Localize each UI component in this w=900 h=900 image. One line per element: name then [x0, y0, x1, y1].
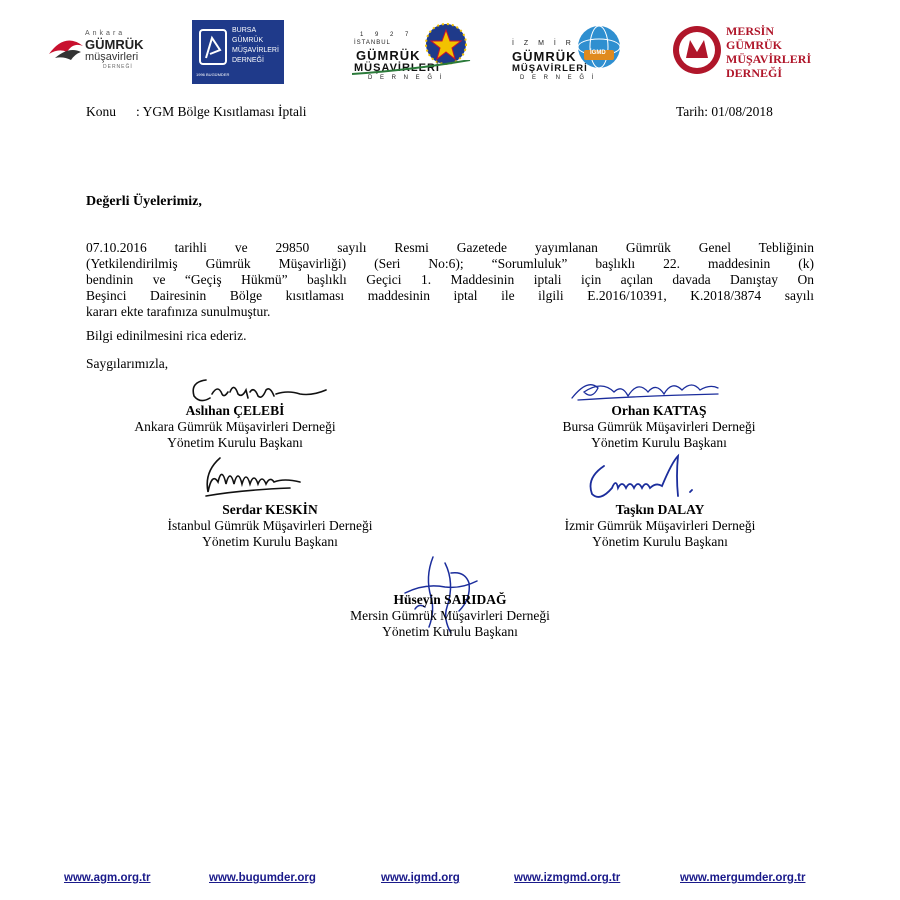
footer-link-bugumder[interactable]: www.bugumder.org	[209, 872, 316, 884]
signatory-org: Mersin Gümrük Müşavirleri Derneği	[350, 608, 550, 623]
signatory-title: Yönetim Kurulu Başkanı	[202, 534, 338, 549]
izmir-logo-badge: İGMD	[590, 50, 606, 56]
footer-link-agm[interactable]: www.agm.org.tr	[64, 872, 151, 884]
signatory-name: Taşkın DALAY	[615, 502, 705, 517]
izmir-logo-line3: D E R N E Ğ İ	[520, 75, 597, 81]
signatory-name: Aslıhan ÇELEBİ	[185, 403, 285, 418]
closing-line: Saygılarımızla,	[86, 356, 169, 371]
ankara-logo-line1: Ankara	[85, 30, 126, 37]
info-line: Bilgi edinilmesini rica ederiz.	[86, 328, 247, 343]
bursa-logo-line: DERNEĞİ	[232, 57, 264, 64]
signatory-keskin	[125, 502, 415, 550]
footer-link-izmgmd[interactable]: www.izmgmd.org.tr	[514, 872, 621, 884]
mersin-logo	[672, 22, 812, 84]
ankara-logo-line3: müşavirleri	[85, 51, 139, 63]
mersin-logo-line: DERNEĞİ	[726, 66, 783, 80]
signatory-org: İstanbul Gümrük Müşavirleri Derneği	[167, 518, 373, 533]
izmir-logo-line1: GÜMRÜK	[512, 49, 577, 64]
footer-link-mergumder[interactable]: www.mergumder.org.tr	[680, 872, 806, 884]
paragraph-line-last: kararı ekte tarafınıza sunulmuştur.	[86, 304, 271, 319]
izmir-logo-line2: MÜŞAVİRLERİ	[512, 63, 588, 74]
istanbul-logo	[352, 22, 477, 84]
signatory-title: Yönetim Kurulu Başkanı	[382, 624, 518, 639]
signatory-name: Hüseyin SARIDAĞ	[393, 592, 507, 607]
signature-kattas-icon	[568, 374, 728, 406]
ankara-logo	[45, 28, 165, 78]
istanbul-logo-swoosh-icon	[352, 60, 472, 80]
signatory-name: Orhan KATTAŞ	[611, 403, 707, 418]
mersin-logo-line: MÜŞAVİRLERİ	[726, 52, 812, 66]
signatory-title: Yönetim Kurulu Başkanı	[592, 534, 728, 549]
signatory-name: Serdar KESKİN	[222, 502, 318, 517]
body-paragraph	[86, 240, 814, 320]
bursa-logo-line: BURSA	[232, 27, 257, 34]
paragraph-line: bendinin ve “Geçiş Hükmü” başlıklı Geçici 1. Maddesinin iptali için açılan davada Danıştay On	[86, 272, 814, 287]
istanbul-logo-line1: GÜMRÜK	[356, 48, 421, 63]
istanbul-logo-line2: MÜŞAVİRLERİ	[354, 62, 440, 74]
bursa-logo-mark-icon	[198, 28, 228, 68]
logo-row	[0, 0, 900, 100]
bursa-logo-badge: 1996 BUGÜMDER	[196, 72, 230, 77]
bursa-logo	[192, 20, 284, 84]
bursa-logo-line: GÜMRÜK	[232, 37, 264, 44]
signatory-org: İzmir Gümrük Müşavirleri Derneği	[564, 518, 756, 533]
subject-label: Konu	[86, 104, 116, 119]
salutation: Değerli Üyelerimiz,	[86, 194, 202, 209]
signatory-org: Bursa Gümrük Müşavirleri Derneği	[562, 419, 756, 434]
mersin-logo-emblem-icon	[672, 22, 722, 82]
signatory-kattas	[514, 403, 804, 451]
bursa-logo-text	[232, 26, 279, 66]
izmir-logo-city: İ Z M İ R	[512, 40, 575, 47]
istanbul-logo-line3: D E R N E Ğ İ	[368, 75, 445, 81]
ankara-logo-line4: DERNEĞİ	[103, 64, 133, 70]
signature-keskin-icon	[200, 452, 310, 504]
paragraph-line: (Yetkilendirilmiş Gümrük Müşavirliği) (Seri No:6); “Sorumluluk” başlıklı 22. maddesinin (k)	[86, 256, 814, 271]
signature-dalay-icon	[582, 452, 712, 504]
izmir-logo-globe-icon	[576, 24, 622, 70]
date-text: Tarih: 01/08/2018	[676, 104, 773, 119]
mersin-logo-line: MERSİN	[726, 24, 775, 38]
footer-link-igmd[interactable]: www.igmd.org	[381, 872, 460, 884]
signatory-org: Ankara Gümrük Müşavirleri Derneği	[134, 419, 336, 434]
paragraph-line: 07.10.2016 tarihli ve 29850 sayılı Resmi Gazetede yayımlanan Gümrük Genel Tebliğinin	[86, 240, 814, 255]
bursa-logo-line: MÜŞAVİRLERİ	[232, 47, 279, 54]
istanbul-logo-year: 1 9 2 7	[360, 32, 414, 38]
istanbul-logo-city: İSTANBUL	[354, 40, 391, 46]
signatory-title: Yönetim Kurulu Başkanı	[167, 435, 303, 450]
subject-text: : YGM Bölge Kısıtlaması İptali	[136, 104, 307, 119]
ankara-logo-line2: GÜMRÜK	[85, 37, 144, 52]
izmir-logo	[510, 22, 620, 84]
signatory-celebi	[90, 403, 380, 451]
mersin-logo-text	[726, 24, 811, 80]
paragraph-line: Beşinci Dairesinin Bölge kısıtlaması maddesinin iptal ile ilgili E.2016/10391, K.2018/3874 sayılı	[86, 288, 814, 303]
mersin-logo-line: GÜMRÜK	[726, 38, 782, 52]
signatory-title: Yönetim Kurulu Başkanı	[591, 435, 727, 450]
signatory-saridag	[300, 592, 600, 640]
signatory-dalay	[495, 502, 825, 550]
